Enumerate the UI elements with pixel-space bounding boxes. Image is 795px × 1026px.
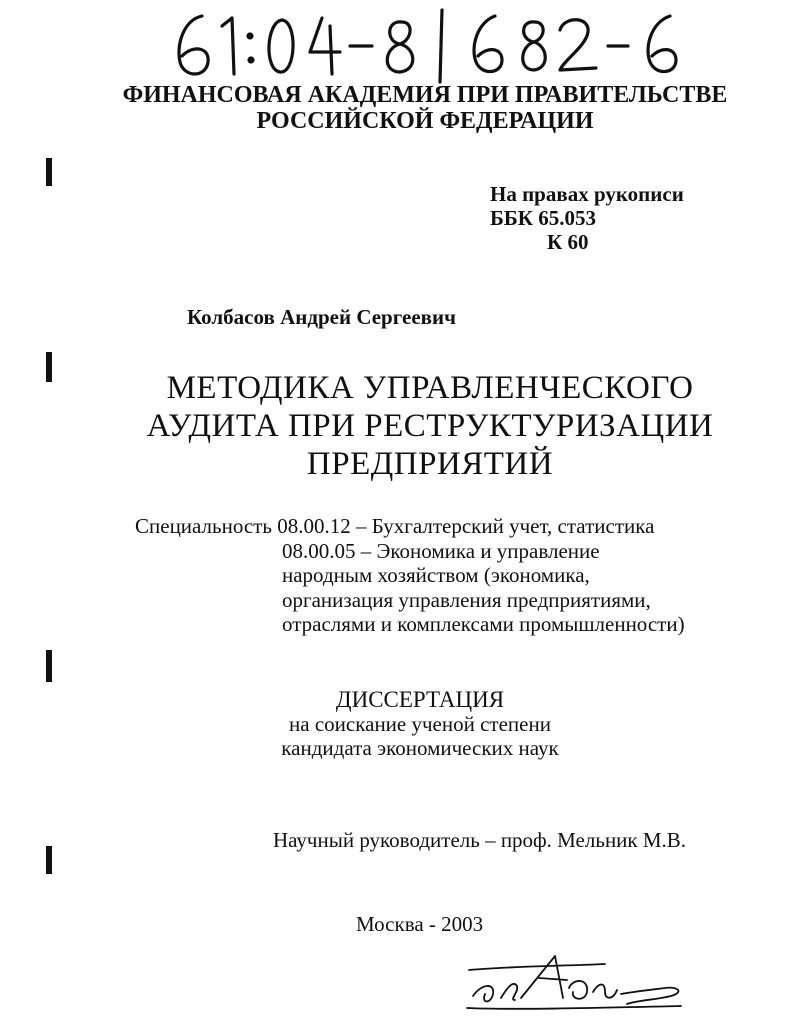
title-line: МЕТОДИКА УПРАВЛЕНЧЕСКОГО: [166, 370, 694, 406]
scan-mark: [46, 352, 52, 382]
specialty-block: [135, 514, 685, 637]
specialty-line: народным хозяйством (экономика,: [282, 563, 590, 587]
dissertation-title: [100, 369, 760, 483]
bbk-code: ББК 65.053: [490, 206, 596, 230]
specialty-line: Специальность 08.00.12 – Бухгалтерский учет, статистика: [135, 514, 655, 538]
handwritten-catalog-number: [150, 4, 710, 84]
k-code: К 60: [547, 230, 589, 254]
specialty-line: отраслями и комплексами промышленности): [282, 612, 685, 636]
title-line: ПРЕДПРИЯТИЙ: [306, 446, 554, 482]
degree-block: [260, 688, 580, 760]
dissertation-heading: ДИССЕРТАЦИЯ: [335, 687, 505, 712]
place-and-year: Москва - 2003: [356, 912, 484, 936]
manuscript-rights-block: [490, 182, 684, 254]
scan-mark: [46, 650, 52, 682]
author-name: Колбасов Андрей Сергеевич: [187, 305, 456, 329]
institution-line: ФИНАНСОВАЯ АКАДЕМИЯ ПРИ ПРАВИТЕЛЬСТВЕ: [122, 82, 728, 108]
institution-line: РОССИЙСКОЙ ФЕДЕРАЦИИ: [256, 108, 594, 134]
specialty-line: организация управления предприятиями,: [282, 587, 651, 612]
manuscript-note: На правах рукописи: [490, 182, 684, 206]
scan-mark: [46, 846, 52, 874]
institution-name: [0, 82, 795, 134]
degree-line: кандидата экономических наук: [281, 736, 559, 760]
title-line: АУДИТА ПРИ РЕСТРУКТУРИЗАЦИИ: [146, 408, 714, 444]
degree-line: на соискание ученой степени: [289, 712, 551, 736]
supervisor: Научный руководитель – проф. Мельник М.В.: [273, 828, 687, 852]
signature: [455, 948, 695, 1016]
specialty-line: 08.00.05 – Экономика и управление: [282, 538, 600, 563]
scan-mark: [46, 158, 52, 186]
